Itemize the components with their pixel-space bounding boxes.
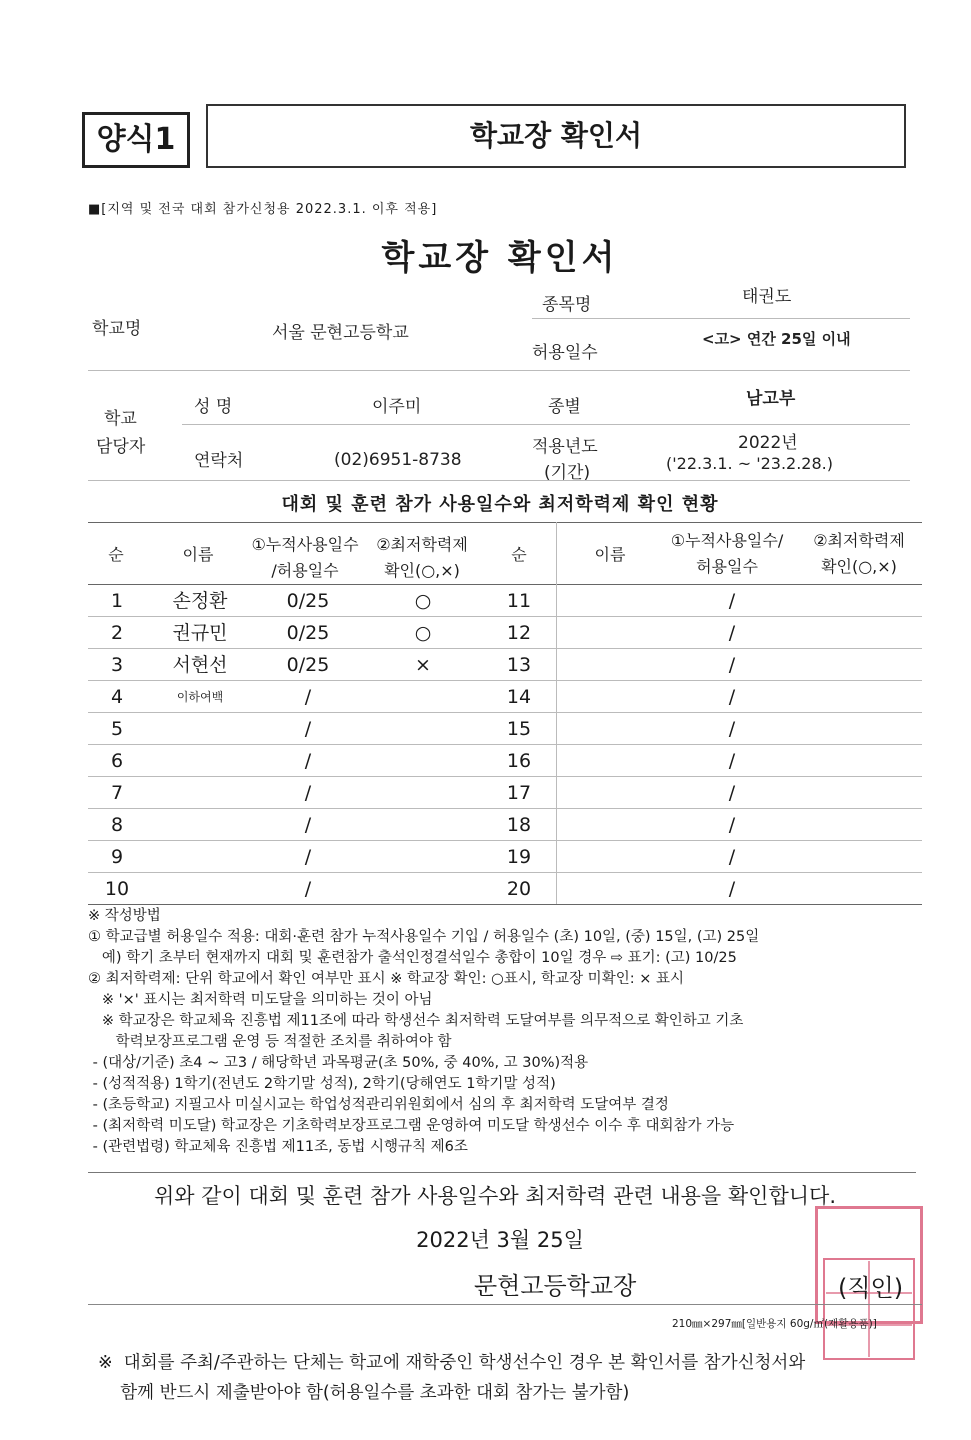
cell-no: 10 — [104, 878, 130, 900]
cell-no: 15 — [506, 718, 532, 740]
th-min-right: ②최저학력제 확인(○,×) — [813, 531, 905, 576]
contact-value: (02)6951-8738 — [334, 450, 462, 470]
applicability-note: ■[지역 및 전국 대회 참가신청용 2022.3.1. 이후 적용] — [88, 202, 438, 217]
table-bottom-border — [88, 904, 922, 905]
cell-days: / — [304, 750, 312, 772]
cell-days: / — [728, 846, 736, 868]
cell-no: 5 — [110, 718, 124, 740]
cell-no: 17 — [506, 782, 532, 804]
th-no-right: 순 — [511, 545, 527, 564]
cell-days: / — [728, 590, 736, 612]
th-name-right: 이름 — [594, 545, 626, 564]
person-name-value: 이주미 — [372, 397, 422, 417]
footnote-line-2: 함께 반드시 제출받아야 함(허용일수를 초과한 대회 참가는 불가함) — [98, 1383, 630, 1403]
sport-label: 종목명 — [542, 295, 592, 315]
cell-name: 권규민 — [172, 622, 228, 644]
cell-days: / — [728, 718, 736, 740]
cell-name: 서현선 — [172, 654, 228, 676]
cell-no: 16 — [506, 750, 532, 772]
cell-days: / — [304, 814, 312, 836]
th-days-right: ①누적사용일수/ 허용일수 — [670, 531, 784, 576]
instruction-line: - (대상/기준) 초4 ~ 고3 / 해당학년 과목평균(초 50%, 중 40%, 고 30%)적용 — [88, 1055, 589, 1071]
paper-spec: 210㎜×297㎜[일반용지 60g/㎡(재활용품)] — [672, 1318, 877, 1330]
confirmation-text: 위와 같이 대회 및 훈련 참가 사용일수와 최저학력 관련 내용을 확인합니다. — [153, 1184, 836, 1208]
cell-no: 14 — [506, 686, 532, 708]
instruction-line: 예) 학기 초부터 현재까지 대회 및 훈련참가 출석인정결석일수 총합이 10일 경우 ⇨ 표기: (고) 10/25 — [88, 950, 737, 966]
cell-no: 7 — [110, 782, 124, 804]
th-name-left: 이름 — [182, 545, 214, 564]
cell-days: / — [728, 782, 736, 804]
instruction-line: ② 최저학력제: 단위 학교에서 확인 여부만 표시 ※ 학교장 확인: ○표시, 학교장 미확인: × 표시 — [88, 971, 684, 987]
cell-no: 6 — [110, 750, 124, 772]
instruction-line: ※ 작성방법 — [88, 908, 161, 924]
cell-no: 12 — [506, 622, 532, 644]
usage-table — [0, 584, 971, 904]
table-row-divider — [88, 808, 922, 809]
cell-name: 이하여백 — [176, 690, 224, 704]
th-no-left: 순 — [108, 545, 124, 564]
cell-no: 2 — [110, 622, 124, 644]
manager-label-2: 담당자 — [96, 437, 146, 457]
cell-min: ○ — [414, 590, 432, 612]
instructions — [88, 906, 958, 1158]
cell-days: 0/25 — [286, 590, 330, 612]
allowed-days-value: <고> 연간 25일 이내 — [702, 330, 851, 348]
table-row-divider — [88, 712, 922, 713]
cell-no: 18 — [506, 814, 532, 836]
allowed-days-label: 허용일수 — [532, 343, 598, 363]
cell-days: 0/25 — [286, 622, 330, 644]
cell-days: / — [304, 846, 312, 868]
division-label: 종별 — [548, 397, 581, 417]
cell-days: / — [728, 750, 736, 772]
table-row-divider — [88, 616, 922, 617]
document-title: 학교장 확인서 — [381, 238, 619, 278]
manager-label: 학교 — [104, 409, 137, 429]
form-number-tag: 양식1 — [82, 112, 190, 168]
instruction-line: - (초등학교) 지필고사 미실시교는 학업성적관리위원회에서 심의 후 최저학력 도달여부 결정 — [88, 1097, 669, 1113]
cell-days: / — [304, 718, 312, 740]
school-name-value: 서울 문현고등학교 — [272, 323, 409, 343]
cell-no: 4 — [110, 686, 124, 708]
cell-days: / — [728, 654, 736, 676]
cell-min: × — [415, 654, 431, 676]
section-title: 대회 및 훈련 참가 사용일수와 최저학력제 확인 현황 — [281, 494, 719, 515]
table-row-divider — [88, 840, 922, 841]
year-value: 2022년 — [738, 433, 798, 453]
year-label: 적용년도 — [532, 437, 598, 457]
instruction-line: ① 학교급별 허용일수 적용: 대회·훈련 참가 누적사용일수 기입 / 허용일수 (초) 10일, (중) 15일, (고) 25일 — [88, 929, 760, 945]
divider — [88, 480, 910, 481]
table-center-divider — [556, 522, 557, 904]
contact-label: 연락처 — [194, 451, 244, 471]
cell-min: ○ — [414, 622, 432, 644]
form-title-box: 학교장 확인서 — [206, 104, 906, 168]
cell-days: / — [728, 814, 736, 836]
instruction-line: ※ '×' 표시는 최저학력 미도달을 의미하는 것이 아님 — [88, 992, 433, 1008]
table-row-divider — [88, 872, 922, 873]
cell-no: 1 — [110, 590, 124, 612]
table-row-divider — [88, 744, 922, 745]
table-row-divider — [88, 648, 922, 649]
sport-value: 태권도 — [742, 287, 792, 307]
stamp-label: (직인) — [838, 1274, 904, 1302]
submission-footnote — [98, 1348, 805, 1408]
cell-days: / — [304, 782, 312, 804]
th-days-left: ①누적사용일수 /허용일수 — [251, 535, 359, 580]
division-value: 남고부 — [746, 389, 796, 409]
instruction-line: - (성적적용) 1학기(전년도 2학기말 성적), 2학기(당해연도 1학기말 성적) — [88, 1076, 556, 1092]
cell-days: / — [304, 686, 312, 708]
footnote-line-1: ※ 대회를 주최/주관하는 단체는 학교에 재학중인 학생선수인 경우 본 확인서를 참가신청서와 — [98, 1353, 806, 1373]
cell-no: 19 — [506, 846, 532, 868]
year-period: ('22.3.1. ~ '23.2.28.) — [666, 454, 833, 473]
cell-no: 11 — [506, 590, 532, 612]
divider — [88, 370, 910, 371]
issue-date: 2022년 3월 25일 — [416, 1228, 584, 1252]
cell-days: 0/25 — [286, 654, 330, 676]
cell-days: / — [728, 622, 736, 644]
cell-no: 8 — [110, 814, 124, 836]
cell-no: 9 — [110, 846, 124, 868]
instruction-line: - (최저학력 미도달) 학교장은 기초학력보장프로그램 운영하여 미도달 학생선수 이수 후 대회참가 가능 — [88, 1118, 735, 1134]
principal-name: 문현고등학교장 — [474, 1272, 637, 1300]
year-label-2: (기간) — [544, 463, 591, 483]
divider — [88, 1172, 916, 1173]
cell-no: 13 — [506, 654, 532, 676]
divider — [88, 1304, 922, 1305]
divider — [532, 318, 910, 319]
instruction-line: 학력보장프로그램 운영 등 적절한 조치를 취하여야 함 — [88, 1034, 452, 1050]
cell-no: 3 — [110, 654, 124, 676]
school-name-label: 학교명 — [92, 319, 142, 339]
table-top-border — [88, 522, 922, 523]
divider — [182, 424, 910, 425]
th-min-left: ②최저학력제 확인(○,×) — [376, 535, 468, 580]
table-row-divider — [88, 776, 922, 777]
cell-days: / — [304, 878, 312, 900]
cell-days: / — [728, 686, 736, 708]
instruction-line: - (관련법령) 학교체육 진흥법 제11조, 동법 시행규칙 제6조 — [88, 1139, 468, 1155]
cell-name: 손정환 — [172, 590, 228, 612]
person-name-label: 성 명 — [194, 397, 233, 417]
instruction-line: ※ 학교장은 학교체육 진흥법 제11조에 따라 학생선수 최저학력 도달여부를 의무적으로 확인하고 기초 — [88, 1013, 744, 1029]
cell-days: / — [728, 878, 736, 900]
cell-no: 20 — [506, 878, 532, 900]
table-row-divider — [88, 680, 922, 681]
official-seal-stamp — [815, 1206, 923, 1324]
